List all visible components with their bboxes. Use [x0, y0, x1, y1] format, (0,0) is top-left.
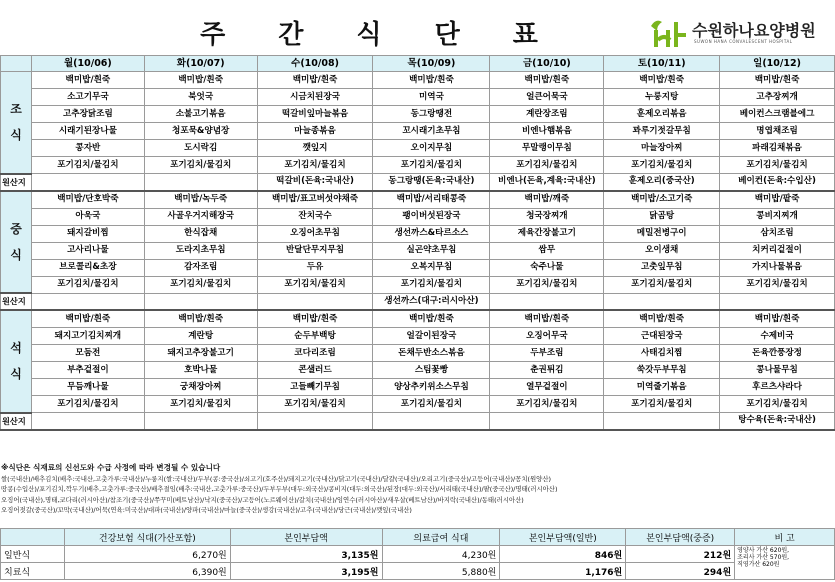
menu-cell: 고추장찌개: [720, 89, 835, 106]
menu-cell: 포기김치/물김치: [144, 157, 257, 174]
menu-cell: 치커리겉절이: [720, 242, 835, 259]
menu-cell: 청포묵&양념장: [144, 123, 257, 140]
self-pay-cost: 3,135원: [230, 546, 382, 563]
day-header: 토(10/11): [604, 56, 720, 72]
menu-cell: 포기김치/물김치: [373, 157, 490, 174]
meal-label-char: 석: [10, 341, 22, 356]
menu-row: [1, 157, 835, 174]
menu-cell: 미역국: [373, 89, 490, 106]
menu-cell: 생선까스&타르소스: [373, 225, 490, 242]
menu-cell: 계란장조림: [490, 106, 604, 123]
day-header: 월(10/06): [31, 56, 144, 72]
menu-cell: 백미밥/흰죽: [604, 310, 720, 328]
menu-cell: 닭곰탕: [604, 208, 720, 225]
menu-cell: 콩나물무침: [720, 362, 835, 379]
menu-cell: 백미밥/팥죽: [720, 191, 835, 209]
menu-cell: 백미밥/흰죽: [373, 72, 490, 89]
menu-cell: 고사리나물: [31, 242, 144, 259]
menu-cell: 포기김치/물김치: [720, 157, 835, 174]
menu-cell: 마늘종볶음: [257, 123, 373, 140]
menu-cell: 포기김치/물김치: [604, 396, 720, 413]
menu-cell: 오복지무침: [373, 259, 490, 276]
menu-cell: 삼치조림: [720, 225, 835, 242]
self-pay-severe: 212원: [626, 546, 735, 563]
menu-cell: 오이지무침: [373, 140, 490, 157]
notes-line: 오징어젓갈(중국산)/꼬막(국내산)/어묵(연육:미국산)/대파(국내산)/양파(국내산)/마늘(중국산)/생강(국내산)/고추(국내산)/당근(국내산)/깻잎(국내산): [1, 506, 412, 514]
menu-cell: 수제비국: [720, 328, 835, 345]
medicaid-cost: 4,230원: [382, 546, 500, 563]
cost-header: [1, 529, 65, 546]
menu-cell: 돈채두반소스볶음: [373, 345, 490, 362]
menu-cell: 백미밥/단호박죽: [31, 191, 144, 209]
menu-cell: 두부조림: [490, 345, 604, 362]
cost-row-label: 일반식: [1, 546, 65, 563]
menu-cell: 무말랭이무침: [490, 140, 604, 157]
cost-header: 비 고: [735, 529, 835, 546]
menu-cell: 도시락김: [144, 140, 257, 157]
menu-cell: 백미밥/소고기죽: [604, 191, 720, 209]
meal-label-char: 식: [10, 247, 22, 262]
menu-cell: 돈육깐풍장정: [720, 345, 835, 362]
cost-header: 건강보험 식대(가산포함): [64, 529, 230, 546]
menu-row: [1, 259, 835, 276]
menu-cell: 고춧잎무침: [604, 259, 720, 276]
menu-cell: 시금치된장국: [257, 89, 373, 106]
menu-cell: 콘샐러드: [257, 362, 373, 379]
menu-cell: 잔치국수: [257, 208, 373, 225]
menu-cell: 도라지초무침: [144, 242, 257, 259]
menu-row: [1, 379, 835, 396]
menu-row: [1, 345, 835, 362]
self-pay-severe: 294원: [626, 563, 735, 580]
menu-cell: 백미밥/깨죽: [490, 191, 604, 209]
menu-cell: 백미밥/흰죽: [490, 310, 604, 328]
menu-cell: 순두부백탕: [257, 328, 373, 345]
menu-row: [1, 106, 835, 123]
menu-cell: 두유: [257, 259, 373, 276]
corner-cell: [1, 56, 32, 72]
menu-cell: 사태김치찜: [604, 345, 720, 362]
menu-cell: 백미밥/흰죽: [31, 72, 144, 89]
meal-label-char: 식: [10, 128, 22, 143]
menu-cell: 숙주나물: [490, 259, 604, 276]
menu-cell: 코다리조림: [257, 345, 373, 362]
menu-cell: 메밀전병구이: [604, 225, 720, 242]
origin-label: 원산지: [1, 174, 32, 191]
origin-label: 원산지: [1, 413, 32, 430]
hospital-english-name: SUWON HANA CONVALESCENT HOSPITAL: [694, 39, 793, 44]
remark-line: 영양사 가산 620원,: [737, 547, 790, 554]
self-pay-cost: 3,195원: [230, 563, 382, 580]
origin-cell: 생선까스(대구:러시아산): [373, 293, 490, 310]
menu-row: [1, 123, 835, 140]
menu-cell: 쌈무: [490, 242, 604, 259]
cost-header: 본인부담액(일반): [500, 529, 626, 546]
menu-cell: 백미밥/흰죽: [720, 310, 835, 328]
cost-header-row: [1, 529, 835, 546]
menu-row: [1, 191, 835, 209]
menu-cell: 팽이버섯된장국: [373, 208, 490, 225]
menu-cell: 포기김치/물김치: [257, 157, 373, 174]
menu-cell: 콩자반: [31, 140, 144, 157]
origin-cell: [490, 293, 604, 310]
health-insurance-cost: 6,390원: [64, 563, 230, 580]
remark-line: 직영가산 620원: [737, 561, 780, 568]
menu-cell: 북엇국: [144, 89, 257, 106]
menu-cell: 쑥갓두부무침: [604, 362, 720, 379]
origin-cell: 비엔나(돈육,계육:국내산): [490, 174, 604, 191]
menu-cell: 명엽채조림: [720, 123, 835, 140]
origin-cell: 탕수육(돈육:국내산): [720, 413, 835, 430]
menu-cell: 무듬깨나물: [31, 379, 144, 396]
weekly-menu-table: [0, 55, 835, 431]
menu-row: [1, 276, 835, 293]
meal-label-char: 조: [10, 102, 22, 117]
remark-line: 조리사 가산 570원,: [737, 554, 790, 561]
menu-row: [1, 72, 835, 89]
meal-label: [1, 310, 32, 413]
meal-label-char: 중: [10, 221, 22, 236]
menu-row: [1, 310, 835, 328]
menu-cell: 오이생채: [604, 242, 720, 259]
origin-cell: [604, 413, 720, 430]
menu-cell: 훈제오리볶음: [604, 106, 720, 123]
menu-cell: 백미밥/녹두죽: [144, 191, 257, 209]
origin-cell: [604, 293, 720, 310]
menu-cell: 백미밥/표고버섯야채죽: [257, 191, 373, 209]
origin-cell: [257, 293, 373, 310]
origin-row: [1, 413, 835, 430]
menu-cell: 스팀꽃빵: [373, 362, 490, 379]
menu-cell: 마늘장아찌: [604, 140, 720, 157]
self-pay-general: 1,176원: [500, 563, 626, 580]
origin-cell: 동그랑땡(돈육:국내산): [373, 174, 490, 191]
origin-cell: [490, 413, 604, 430]
origin-cell: 훈제오리(중국산): [604, 174, 720, 191]
menu-cell: 백미밥/흰죽: [144, 72, 257, 89]
menu-cell: 포기김치/물김치: [604, 276, 720, 293]
menu-cell: 베이컨스크램블에그: [720, 106, 835, 123]
health-insurance-cost: 6,270원: [64, 546, 230, 563]
menu-cell: 제육간장불고기: [490, 225, 604, 242]
cost-row-label: 치료식: [1, 563, 65, 580]
day-header: 수(10/08): [257, 56, 373, 72]
menu-cell: 소불고기볶음: [144, 106, 257, 123]
menu-cell: 미역줄기볶음: [604, 379, 720, 396]
menu-cell: 양상추키위소스무침: [373, 379, 490, 396]
menu-cell: 동그랑땡전: [373, 106, 490, 123]
origin-cell: 베이컨(돈육:수입산): [720, 174, 835, 191]
menu-cell: 한식잡채: [144, 225, 257, 242]
day-header: 금(10/10): [490, 56, 604, 72]
menu-cell: 포기김치/물김치: [144, 276, 257, 293]
menu-cell: 백미밥/흰죽: [720, 72, 835, 89]
menu-cell: 백미밥/서리태콩죽: [373, 191, 490, 209]
origin-cell: [257, 413, 373, 430]
menu-cell: 궁채장아찌: [144, 379, 257, 396]
hospital-name: 수원하나요양병원: [692, 21, 816, 40]
menu-cell: 청국장찌개: [490, 208, 604, 225]
origin-cell: [373, 413, 490, 430]
menu-cell: 브로콜리&초장: [31, 259, 144, 276]
ingredient-notes: [0, 463, 835, 516]
menu-cell: 춘권튀김: [490, 362, 604, 379]
menu-cell: 계란탕: [144, 328, 257, 345]
menu-row: [1, 362, 835, 379]
menu-cell: 떡갈비잎마늘볶음: [257, 106, 373, 123]
origin-cell: [31, 293, 144, 310]
menu-cell: 포기김치/물김치: [257, 276, 373, 293]
menu-cell: 시래기된장나물: [31, 123, 144, 140]
menu-cell: 포기김치/물김치: [373, 276, 490, 293]
menu-cell: 백미밥/흰죽: [604, 72, 720, 89]
day-header-row: [1, 56, 835, 72]
menu-cell: 포기김치/물김치: [490, 157, 604, 174]
menu-cell: 모둠전: [31, 345, 144, 362]
menu-cell: 백미밥/흰죽: [257, 72, 373, 89]
menu-cell: 백미밥/흰죽: [490, 72, 604, 89]
day-header: 화(10/07): [144, 56, 257, 72]
menu-cell: 소고기무국: [31, 89, 144, 106]
menu-cell: 열무겉절이: [490, 379, 604, 396]
menu-row: [1, 208, 835, 225]
menu-cell: 오징어초무침: [257, 225, 373, 242]
menu-cell: 꼬시래기초무침: [373, 123, 490, 140]
menu-cell: 포기김치/물김치: [490, 276, 604, 293]
menu-cell: 백미밥/흰죽: [257, 310, 373, 328]
menu-cell: 포기김치/물김치: [720, 396, 835, 413]
menu-cell: 가지나물볶음: [720, 259, 835, 276]
origin-cell: [31, 413, 144, 430]
menu-cell: 실곤약초무침: [373, 242, 490, 259]
notes-line: 쌀(국내산)/배추김치(배추:국내산,고춧가루:국내산)/누룽지(쌀:국내산)/두부(콩:중국산)/쇠고기(호주산)/돼지고기(국내산)/닭고기(국내산)/달걀(국내산)/오리고기(중국산)/고등어(국내산)/꽁치(원양산): [1, 474, 552, 483]
cost-header: 의료급여 식대: [382, 529, 500, 546]
menu-cell: 포기김치/물김치: [144, 396, 257, 413]
menu-cell: 포기김치/물김치: [490, 396, 604, 413]
menu-cell: 깻잎지: [257, 140, 373, 157]
cost-remarks: [735, 546, 835, 580]
menu-cell: 돼지고추장불고기: [144, 345, 257, 362]
menu-row: [1, 328, 835, 345]
menu-cell: 감자조림: [144, 259, 257, 276]
menu-row: [1, 89, 835, 106]
menu-cell: 꽈루기젓갈무침: [604, 123, 720, 140]
menu-cell: 포기김치/물김치: [31, 396, 144, 413]
cost-row: [1, 546, 835, 563]
menu-cell: 누룽지탕: [604, 89, 720, 106]
origin-cell: [144, 413, 257, 430]
notes-line: 땅콩(수입산)/포기김치,깍두기(배추,고춧가루:중국산)/배추절임(배추:국내산,고춧가루:중국산)/두부두부(대두:외국산)/콩비지(대두:외국산)/된장(대두:외국산)/서리태(국내산)/팥(중국산)/명태(러시아산): [1, 485, 558, 493]
menu-cell: 백미밥/흰죽: [31, 310, 144, 328]
menu-cell: 사골우거지해장국: [144, 208, 257, 225]
menu-cell: 호박나물: [144, 362, 257, 379]
origin-row: [1, 293, 835, 310]
menu-cell: 포기김치/물김치: [31, 276, 144, 293]
menu-cell: 돼지갈비찜: [31, 225, 144, 242]
menu-cell: 부추겉절이: [31, 362, 144, 379]
menu-cell: 고추장닭조림: [31, 106, 144, 123]
origin-cell: [144, 174, 257, 191]
page-title: 주 간 식 단 표: [200, 20, 560, 50]
meal-label: [1, 72, 32, 174]
menu-cell: 얼갈이된장국: [373, 328, 490, 345]
menu-cell: 백미밥/흰죽: [373, 310, 490, 328]
menu-cell: 돼지고기김치찌개: [31, 328, 144, 345]
menu-cell: 포기김치/물김치: [604, 157, 720, 174]
menu-cell: 후르츠샤라다: [720, 379, 835, 396]
menu-cell: 포기김치/물김치: [373, 396, 490, 413]
notes-line: ※식단은 식재료의 신선도와 수급 사정에 따라 변경될 수 있습니다: [1, 463, 221, 472]
menu-row: [1, 242, 835, 259]
hospital-logo: [648, 14, 835, 52]
origin-cell: 떡갈비(돈육:국내산): [257, 174, 373, 191]
origin-label: 원산지: [1, 293, 32, 310]
cost-row: [1, 563, 835, 580]
menu-row: [1, 140, 835, 157]
cost-header: 본인부담액(중증): [626, 529, 735, 546]
origin-cell: [720, 293, 835, 310]
medicaid-cost: 5,880원: [382, 563, 500, 580]
self-pay-general: 846원: [500, 546, 626, 563]
menu-cell: 반달단무지무침: [257, 242, 373, 259]
menu-cell: 파래김채볶음: [720, 140, 835, 157]
origin-row: [1, 174, 835, 191]
menu-cell: 콩비지찌개: [720, 208, 835, 225]
menu-cell: 포기김치/물김치: [31, 157, 144, 174]
menu-row: [1, 225, 835, 242]
menu-cell: 백미밥/흰죽: [144, 310, 257, 328]
meal-label-char: 식: [10, 367, 22, 382]
notes-line: 오징어(국내산),명태,코다리(러시아산)/참조기(중국산)/쭈꾸미(베트남산)/낙지(중국산)/고등어(노르웨이산)/갈치(국내산)/임연수(러시아산)/새우살(베트남산)/바지락(국내산)/동태(러시아산): [1, 495, 524, 504]
menu-cell: 근대된장국: [604, 328, 720, 345]
menu-cell: 오징어무국: [490, 328, 604, 345]
meal-label: [1, 191, 32, 294]
menu-cell: 포기김치/물김치: [257, 396, 373, 413]
cost-header: 본인부담액: [230, 529, 382, 546]
origin-cell: [31, 174, 144, 191]
menu-cell: 고들빼기무침: [257, 379, 373, 396]
menu-cell: 포기김치/물김치: [720, 276, 835, 293]
origin-cell: [144, 293, 257, 310]
meal-cost-table: [0, 528, 835, 580]
hana-logo-icon: [648, 16, 690, 50]
day-header: 일(10/12): [720, 56, 835, 72]
menu-row: [1, 396, 835, 413]
menu-cell: 비엔나햄볶음: [490, 123, 604, 140]
day-header: 목(10/09): [373, 56, 490, 72]
menu-cell: 아욱국: [31, 208, 144, 225]
menu-cell: 얼큰어묵국: [490, 89, 604, 106]
